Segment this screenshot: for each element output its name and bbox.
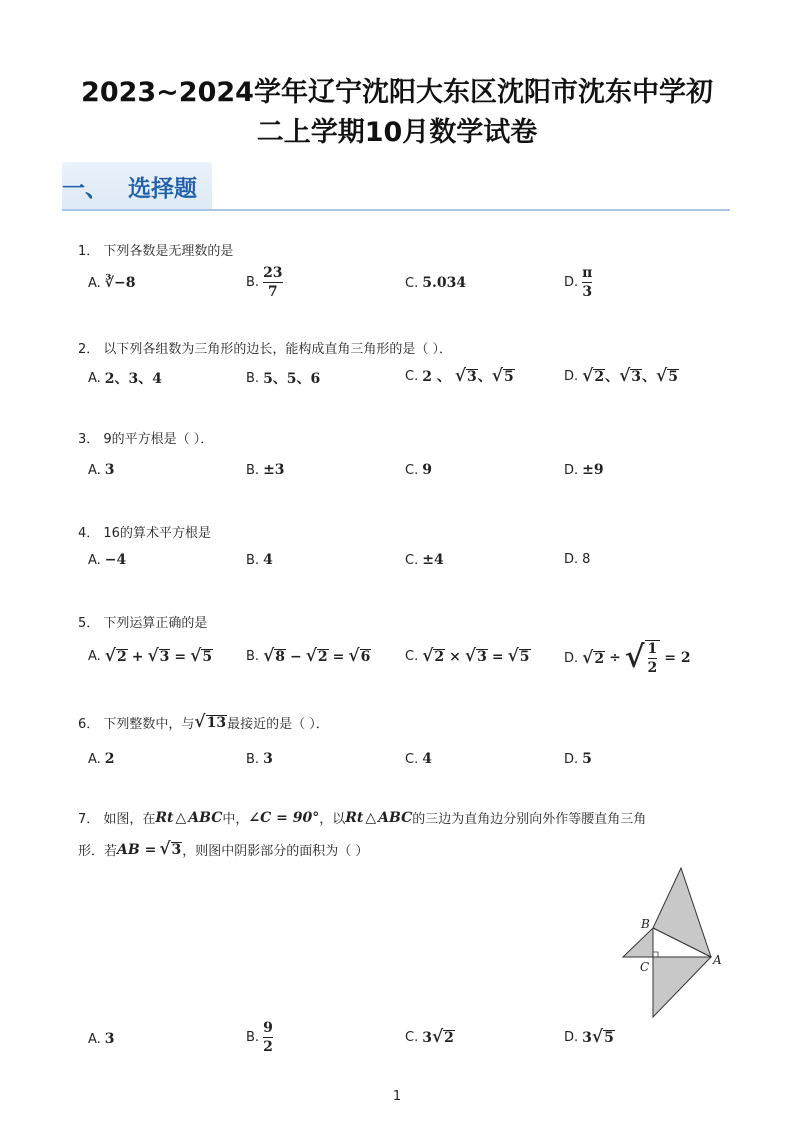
radical-sign-icon: √ [507,646,519,666]
question-1-option-d [564,265,592,300]
option-value: 3 [263,751,273,767]
radicand: 2 [594,368,605,385]
option-label: C. [405,649,419,664]
question-5-option-a [88,648,213,665]
equals: = [174,648,187,665]
radical-sign-icon: √ [190,646,202,666]
radicand: 3 [467,368,477,385]
question-7-option-c [405,1029,455,1046]
equals: = [491,648,504,665]
denominator: 2 [647,660,658,676]
radicand: 5 [604,1030,614,1046]
stem-text: 中， [222,812,249,827]
option-value: ±9 [582,462,604,478]
radicand: 5 [503,368,514,385]
question-6-option-b [246,751,273,767]
question-3-stem: 3． 9的平方根是（ ）． [78,432,214,447]
radical-sign-icon: √ [422,646,434,666]
question-5-option-c [405,648,531,665]
sqrt [348,648,371,665]
math-abc: ABC [378,809,413,826]
fraction [582,265,592,300]
option-label: A. [88,370,101,386]
operator: × [449,648,461,665]
question-4-option-b [246,552,273,568]
math-rt: Rt [345,809,364,826]
fraction [263,265,282,300]
numerator: 23 [263,265,283,281]
numerator: 1 [647,641,658,657]
sqrt [306,648,329,665]
option-value: −4 [104,552,127,568]
option-label: C. [405,368,419,384]
radical-sign-icon: √ [624,640,645,675]
question-5-stem: 5． 下列运算正确的是 [78,616,208,631]
math-ab: AB = [117,841,157,858]
radicand: 5 [668,368,678,385]
question-7-stem-line2 [78,840,368,859]
option-label: B. [246,751,260,767]
sqrt [592,1029,615,1046]
separator: 、 [605,369,620,385]
option-value: 5 [582,751,592,767]
radical-sign-icon: √ [159,839,171,859]
question-1-stem: 1． 下列各数是无理数的是 [78,244,234,259]
option-value: ∛−8 [104,275,136,291]
radicand: 3 [171,842,182,858]
operator: ÷ [609,650,621,666]
stem-text: 7． 如图，在 [78,812,156,827]
operator: − [290,648,302,665]
sqrt [508,648,531,665]
sqrt [656,365,679,386]
question-5-option-d [564,640,691,676]
math-rt: Rt [155,809,174,826]
sqrt [190,648,213,665]
question-1-option-c [405,275,466,291]
option-label: D. [564,275,579,290]
option-label: A. [88,462,101,478]
radicand: 2 [444,1030,454,1046]
radical-sign-icon: √ [454,365,467,386]
radicand: 3 [631,368,642,385]
option-label: C. [405,462,419,478]
sqrt [422,648,445,665]
radical-sign-icon: √ [491,365,503,386]
option-label: D. [564,751,579,767]
option-label: B. [246,552,260,568]
radical-sign-icon: √ [348,646,360,666]
radicand: 2 [317,649,328,665]
option-value: 5、5、6 [263,371,321,387]
section-underline [62,209,730,211]
option-value: 3 [104,1031,115,1047]
radical-sign-icon: √ [431,1027,444,1047]
question-4-option-d [564,552,590,567]
radical-sign-icon: √ [147,646,159,666]
radicand: 8 [275,649,285,665]
question-2-option-d [564,366,679,386]
numerator: 9 [263,1020,273,1036]
option-label: C. [405,751,419,767]
separator: 、 [642,369,657,385]
option-label: A. [88,1031,101,1047]
math-angle: ∠C = 90° [248,809,320,826]
sqrt [619,365,642,386]
sqrt-fraction [625,640,660,676]
equals: = 2 [664,650,691,666]
radicand: 13 [206,715,227,731]
stem-text-pre: 6． 下列整数中，与 [78,717,195,732]
separator: 、 [477,369,492,385]
question-4-stem: 4． 16的算术平方根是 [78,526,211,541]
option-label: C. [405,275,419,291]
option-value: 2 、 [422,369,451,385]
question-4-option-c [405,552,444,568]
radicand: 2 [594,650,605,667]
option-label: D. [564,552,579,567]
denominator: 2 [263,1039,273,1055]
page-number: 1 [392,1089,402,1104]
option-label: B. [246,649,260,664]
coefficient: 3 [422,1029,432,1046]
option-value: 3 [104,462,115,478]
radicand: 6 [360,649,371,665]
radicand: 5 [519,649,530,665]
option-value: 4 [422,751,432,767]
question-3-option-b [246,462,285,478]
question-1-option-b [246,265,283,300]
option-label: D. [564,368,579,384]
section-label: 选择题 [128,176,197,202]
sqrt [465,648,488,665]
triangle-figure [615,862,730,1022]
option-label: B. [246,370,260,386]
radical-sign-icon: √ [656,365,668,386]
shaded-triangle-on-bc [623,928,653,957]
radicand: 3 [477,649,487,665]
fraction [263,1020,273,1055]
question-1-option-a [88,275,135,291]
coefficient: 3 [582,1029,592,1046]
question-3-option-c [405,462,432,478]
question-7-option-b [246,1020,273,1055]
question-6-option-a [88,751,115,767]
sqrt [194,714,227,731]
question-7-option-a [88,1031,115,1047]
question-2-option-c [405,366,515,386]
option-label: B. [246,275,260,290]
fraction [645,640,661,676]
question-7-option-d [564,1029,615,1046]
radical-sign-icon: √ [104,646,116,666]
question-2-stem: 2． 以下列各组数为三角形的边长，能构成直角三角形的是（ ）． [78,342,453,357]
sqrt [159,841,182,858]
radical-sign-icon: √ [619,365,631,386]
question-2-option-a [88,368,162,388]
sqrt [263,648,286,665]
denominator: 7 [267,284,278,300]
option-label: D. [564,650,579,666]
radicand: 3 [159,649,170,665]
operator: + [131,648,144,665]
option-label: A. [88,552,101,568]
stem-text: ，以 [319,812,346,827]
sqrt [491,365,515,386]
radical-sign-icon: √ [194,712,206,732]
question-6-option-c [405,751,432,767]
option-label: B. [246,462,260,478]
option-label: A. [88,751,101,767]
sqrt [582,365,605,386]
triangle-symbol: △ [175,809,187,826]
fraction-bar [263,282,282,283]
sqrt [105,648,128,665]
stem-text: 形．若 [78,844,118,859]
equals: = [332,648,345,665]
option-label: D. [564,1030,579,1045]
repeating-decimal: 5.034 [422,275,467,291]
section-header [62,162,730,210]
radical-sign-icon: √ [263,646,275,666]
question-4-option-a [88,552,126,568]
fraction-bar [582,282,592,283]
question-3-option-a [88,462,115,478]
sqrt [454,365,478,386]
label-a: A [713,953,722,967]
radicand: 5 [202,649,213,665]
option-value: 4 [263,552,273,568]
question-6-stem [78,713,329,732]
math-abc: ABC [188,809,223,826]
shaded-triangle-on-ac [653,957,711,1017]
section-number: 一、 [62,176,108,202]
stem-text: ，则图中阴影部分的面积为（ ） [182,844,369,859]
sqrt [582,647,605,668]
stem-text-post: 最接近的是（ ）． [227,717,329,732]
option-label: C. [405,552,419,568]
option-label: D. [564,462,579,478]
option-value: 2、3、4 [104,371,163,387]
label-c: C [640,960,650,974]
radicand: 2 [434,649,445,665]
option-label: C. [405,1030,419,1045]
radical-sign-icon: √ [582,647,594,668]
option-value: ±4 [422,552,444,568]
sqrt [147,648,170,665]
option-value: 2 [104,751,115,767]
question-7-stem-line1 [78,808,646,827]
triangle-symbol: △ [365,809,377,826]
fraction-bar [648,658,658,659]
question-2-option-b [246,368,320,388]
sqrt [432,1029,455,1046]
question-6-option-d [564,751,592,767]
question-3-option-d [564,462,604,478]
radical-sign-icon: √ [591,1027,604,1047]
fraction-bar [263,1037,273,1038]
question-5-option-b [246,648,371,665]
stem-text: 的三边为直角边分别向外作等腰直角三角 [412,812,647,827]
document-title-line1: 2023~2024学年辽宁沈阳大东区沈阳市沈东中学初 [81,77,713,108]
numerator: π [582,265,593,281]
denominator: 3 [582,284,593,300]
radical-sign-icon: √ [464,646,477,666]
option-value: 8 [582,552,591,567]
document-title-line2: 二上学期10月数学试卷 [256,117,538,148]
option-label: A. [88,649,101,664]
option-label: A. [88,275,101,291]
option-value: 9 [422,462,432,478]
radical-sign-icon: √ [305,646,317,666]
label-b: B [641,917,650,931]
option-label: B. [246,1030,260,1045]
radical-sign-icon: √ [582,365,594,386]
radicand: 2 [116,649,127,665]
option-value: ±3 [263,462,285,478]
